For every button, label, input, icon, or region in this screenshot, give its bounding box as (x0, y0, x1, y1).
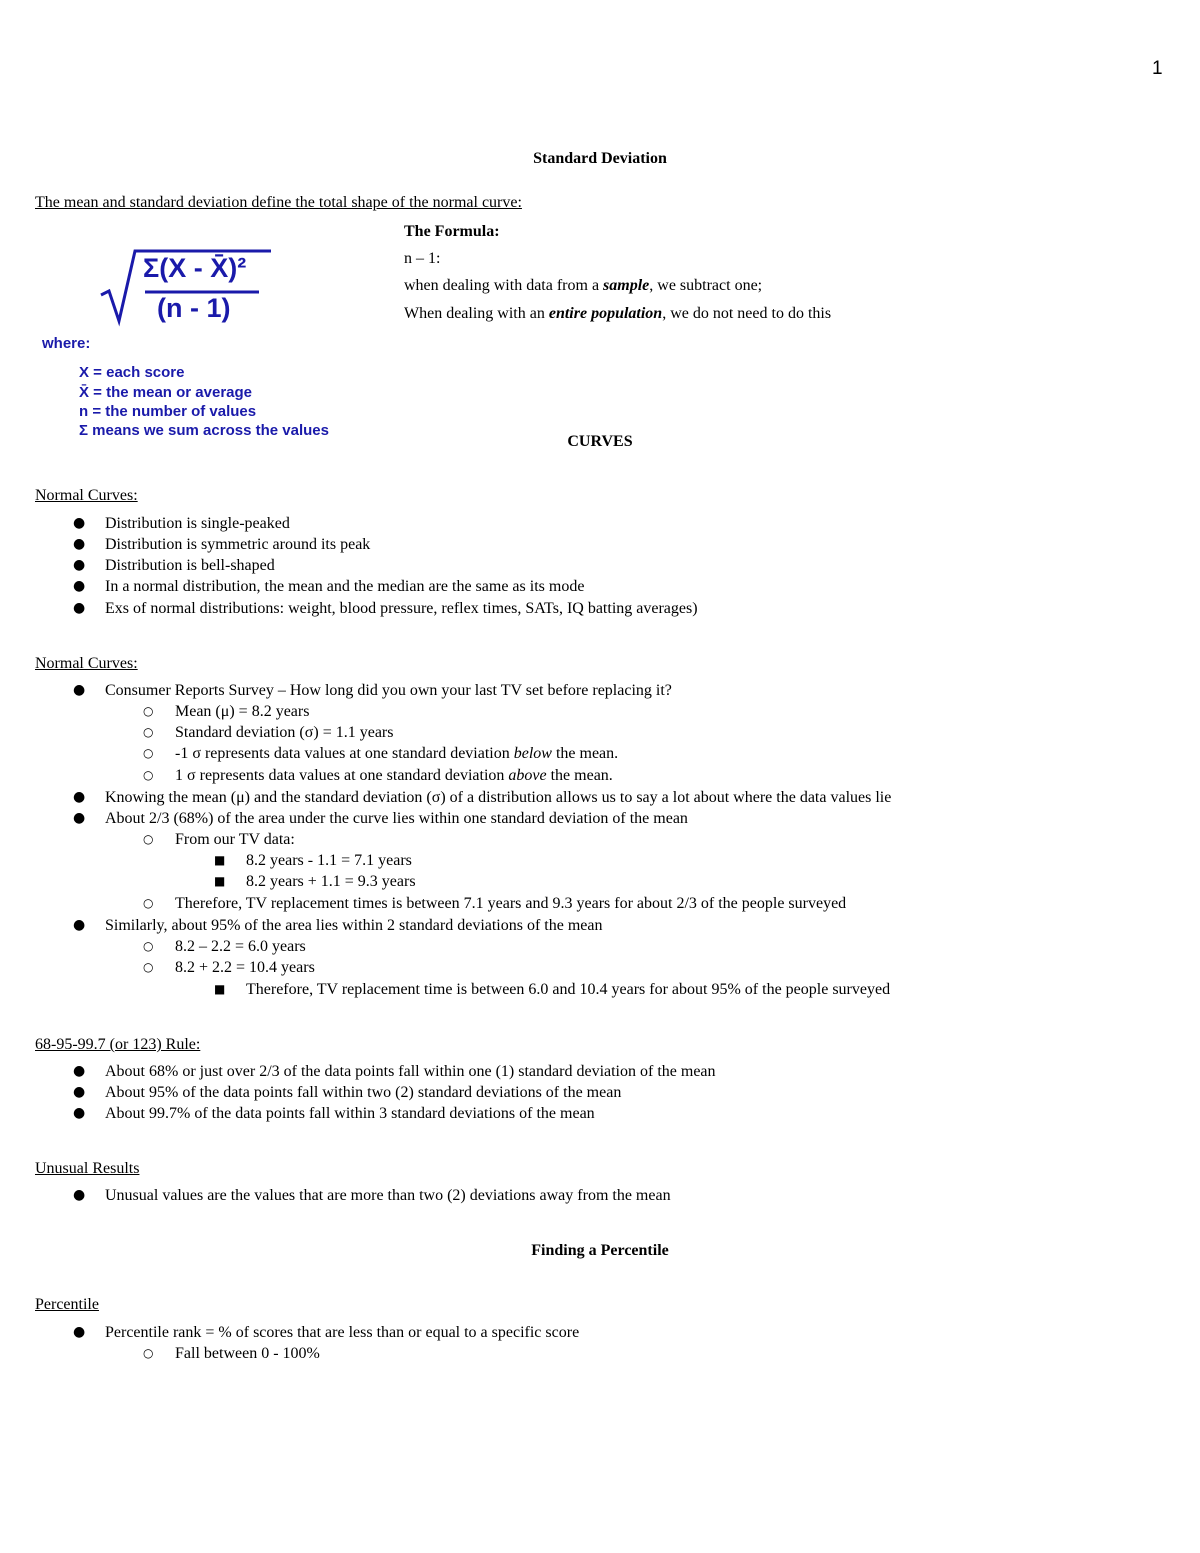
formula-numerator: Σ(X - X̄)² (143, 253, 247, 283)
page-number: 1 (1152, 58, 1163, 79)
percentile-heading: Finding a Percentile (531, 1242, 669, 1259)
text: when dealing with data from a (404, 277, 604, 294)
list-item: ● Consumer Reports Survey – How long did you own your last TV set before replacing it? (105, 682, 672, 700)
page-title: Standard Deviation (533, 150, 667, 167)
list-item: ● Similarly, about 95% of the area lies within 2 standard deviations of the mean (105, 917, 603, 935)
list-item: ■ Therefore, TV replacement time is between 6.0 and 10.4 years for about 95% of the people surveyed (246, 981, 890, 999)
list-item: ● About 99.7% of the data points fall within 3 standard deviations of the mean (105, 1105, 595, 1123)
formula-denominator: (n - 1) (157, 293, 231, 323)
where-item: n = the number of values (79, 403, 257, 420)
list-item: ○ From our TV data: (175, 831, 295, 849)
list-item: ○ Therefore, TV replacement times is between 7.1 years and 9.3 years for about 2/3 of the people surveyed (175, 895, 846, 913)
list-item: ○ 8.2 + 2.2 = 10.4 years (175, 959, 315, 977)
list-item: ■ 8.2 years + 1.1 = 9.3 years (246, 873, 416, 891)
list-item: ● Distribution is symmetric around its peak (105, 536, 370, 554)
emphasis: below (513, 745, 552, 762)
formula-heading: The Formula: (404, 223, 500, 240)
where-item: Σ means we sum across the values (79, 422, 329, 439)
list-item: ● Unusual values are the values that are more than two (2) deviations away from the mean (105, 1187, 671, 1205)
section-label: 68-95-99.7 (or 123) Rule: (35, 1036, 201, 1053)
section-label: Normal Curves: (35, 655, 138, 672)
section-label: Percentile (35, 1296, 99, 1313)
sd-formula (95, 245, 285, 327)
list-item: ○ 8.2 – 2.2 = 6.0 years (175, 938, 306, 956)
text: , we subtract one; (649, 277, 763, 294)
list-item: ○ Mean (μ) = 8.2 years (175, 703, 309, 721)
list-item (175, 745, 618, 763)
emphasis: entire population (548, 305, 663, 322)
list-item: ■ 8.2 years - 1.1 = 7.1 years (246, 852, 412, 870)
list-item: ○ Standard deviation (σ) = 1.1 years (175, 724, 393, 742)
list-item: ● Percentile rank = % of scores that are less than or equal to a specific score (105, 1324, 579, 1342)
text: , we do not need to do this (662, 305, 832, 322)
list-item: ● Distribution is single-peaked (105, 515, 290, 533)
text: the mean. (546, 767, 613, 784)
section-label: Unusual Results (35, 1160, 140, 1177)
formula-note-n1: n – 1: (404, 250, 441, 267)
emphasis: above (508, 767, 547, 784)
list-item: ● Distribution is bell-shaped (105, 557, 275, 575)
text: When dealing with an (404, 305, 549, 322)
where-item: X = each score (79, 364, 185, 381)
intro-text: The mean and standard deviation define the total shape of the normal curve: (35, 194, 522, 211)
list-item: ○ Fall between 0 - 100% (175, 1345, 320, 1363)
curves-heading: CURVES (567, 433, 633, 450)
where-label: where: (42, 335, 91, 352)
list-item: ● Knowing the mean (μ) and the standard deviation (σ) of a distribution allows us to say a lot about where the data values lie (105, 789, 891, 807)
list-item: ● In a normal distribution, the mean and the median are the same as its mode (105, 578, 584, 596)
list-item: ● About 68% or just over 2/3 of the data points fall within one (1) standard deviation of the mean (105, 1063, 716, 1081)
list-item: ● About 2/3 (68%) of the area under the curve lies within one standard deviation of the mean (105, 810, 688, 828)
where-item: X̄ = the mean or average (79, 384, 252, 401)
list-item: ● About 95% of the data points fall within two (2) standard deviations of the mean (105, 1084, 621, 1102)
emphasis: sample (603, 277, 650, 294)
section-label: Normal Curves: (35, 487, 138, 504)
text: -1 σ represents data values at one standard deviation (175, 745, 514, 762)
formula-note-population (404, 305, 831, 323)
list-item: ● Exs of normal distributions: weight, blood pressure, reflex times, SATs, IQ batting averages) (105, 600, 698, 618)
formula-note-sample (404, 277, 762, 295)
text: 1 σ represents data values at one standard deviation (175, 767, 509, 784)
text: the mean. (551, 745, 619, 762)
list-item (175, 767, 613, 785)
